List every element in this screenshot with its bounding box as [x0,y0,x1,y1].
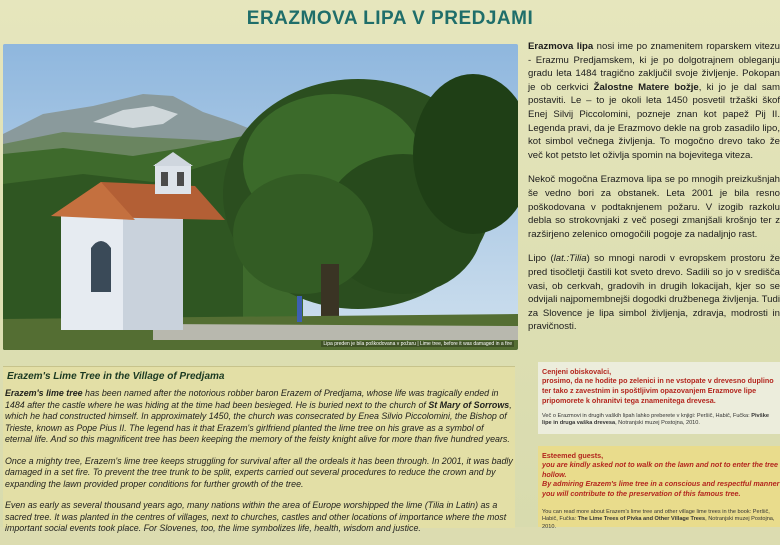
photo-illustration [3,44,518,350]
english-source-text-2: , Notranjski muzej Postojna, 2010. [542,516,775,530]
english-paragraph-1 [5,388,513,446]
english-source-book: The Lime Trees of Pivka and Other Village Trees [577,516,706,523]
english-p1-text-2: , which he had constructed himself. In approximately 1450, the church was consecrated by Enea Silvio Piccolomini, the Bishop of Trieste, known as Pope Pius II. The legend has it that Erazem's girlfriend planted the lime tree on his grave as a symbol of eternal life. And so this magnificent tree has been keeping the memory of the feisty knight alive for more than five hundred years. [5,399,512,444]
english-heading: Erazem's Lime Tree in the Village of Predjama [7,371,225,382]
church-lime-tree-photo [3,44,518,350]
board-title: ERAZMOVA LIPA V PREDJAMI [246,8,534,29]
photo-caption: Lipa preden je bila poškodovana v požaru | Lime tree, before it was damaged in a fire [323,341,512,347]
english-paragraph-2: Once a mighty tree, Erazem's lime tree keeps struggling for survival after all the ordeals it has been through. In 2001, it was badly damaged in a set fire. To prevent the tree trunk to be split, experts carried out several procedures to reduce the crown and by expanding the lawn provided proper conditions for further growth of the tree. [5,455,513,489]
english-paragraph-3: Even as early as several thousand years ago, many nations within the area of Europe worshipped the lime (Tilia in Latin) as a sacred tree. It was planted in the centres of villages, next to churches, castles and other locations of importance where the most important social events took place. For Slovenes, too, the lime symbolizes life, health, wisdom and justice. [5,500,507,533]
slovene-source-text-1: Več o Erazmovi in drugih vaških lipah lahko preberete v knjigi: Peršič, Habič, Fučka: [542,413,752,419]
slovene-paragraph-1 [528,40,780,162]
english-notice-source [542,509,780,531]
slovene-p1-bold-2: Žalostne Matere božje [593,81,699,93]
english-notice [538,446,780,530]
slovene-notice [538,362,780,434]
slovene-text [528,40,780,345]
english-p1-text-1: has been named after the notorious robber baron Erazem of Predjama, whose life was tragically ended in 1484 after the castle where he was hiding at the time had been besieged. He is buried next to the church of [5,388,499,410]
english-p1-bold-2: St Mary of Sorrows [428,399,510,410]
slovene-p3-text-1: Lipo ( [528,253,554,265]
slovene-notice-text: prosimo, da ne hodite po zelenici in ne vstopate v drevesno duplino ter tako z zavestnim in spoštljivim opazovanjem Erazmove lipe pripomorete k ohranitvi tega znamenitega drevesa. [542,376,774,405]
slovene-notice-source [542,413,780,428]
slovene-source-text-2: , Notranjski muzej Postojna, 2010. [615,420,700,427]
english-notice-heading: Esteemed guests, [542,451,604,460]
slovene-paragraph-3 [528,252,780,334]
slovene-notice-heading: Cenjeni obiskovalci, [542,367,612,376]
english-text [5,388,513,545]
slovene-source-book: Pivške lipe in druga vaška drevesa [542,413,769,427]
english-notice-text-2: By admiring Erazem's lime tree in a conscious and respectful manner you will contribute to the preservation of this famous tree. [542,479,780,498]
english-p1-bold-1: Erazem's lime tree [5,388,83,398]
slovene-p1-text-2: , ki jo je dal sam postaviti. Le – to je okoli leta 1450 posvetil tržaški škof Enej Silvij Piccolomini, pozneje znan kot papež Pij II. Legenda pravi, da je Erazmovo dekle na grob zasadilo lipo, kot simbol večnega življenja. To mogočno drevo tako že več kot petsto let oživlja spomin na bojevitega viteza. [528,81,780,161]
english-section [3,366,515,533]
slovene-paragraph-2: Nekoč mogočna Erazmova lipa se po mnogih preizkušnjah še vedno bori za obstanek. Leta 2001 je bila resno poškodovana v podtaknjenem požaru. V izogib razkolu debla so strokovnjaki z več posegi zmanjšali krošnjo ter z razširjeno zelenico omogočili pogoje za nadaljnjo rast. [528,174,780,240]
english-notice-text-1: you are kindly asked not to walk on the lawn and not to enter the tree hollow. [542,460,779,479]
slovene-p3-text-2: ) so mnogi narodi v evropskem prostoru že pred tisočletji častili kot sveto drevo. Sadili so jo v središča vasi, ob cerkvah, gradovih in drugih lokacijah, kjer so se odvijali najpomembnejši dogodki družbenega življenja. Tudi za Slovence je lipa simbol življenja, zdravja, modrosti in pravičnosti. [528,253,780,333]
slovene-p1-text-1: nosi ime po znamenitem roparskem vitezu - Erazmu Predjamskem, ki je po dolgotrajnem obleganju gradu leta 1484 tragično zaključil svoje življenje. Pokopan je ob cerkvici [528,41,780,93]
english-notice-text [542,460,780,498]
slovene-p1-bold-1: Erazmova lipa [528,41,594,52]
slovene-p3-latin: lat.:Tilia [553,253,587,265]
english-source-text-1: You can read more about Erazem's lime tree and other village lime trees in the book: Peršič, Habič, Fučka: [542,509,770,523]
